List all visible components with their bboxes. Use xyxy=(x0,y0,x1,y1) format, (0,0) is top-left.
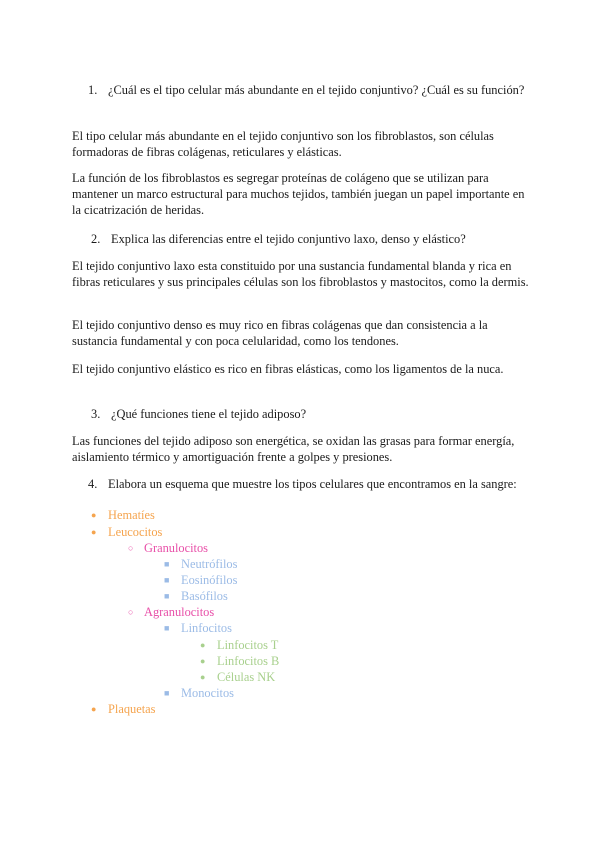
bullet-dot-icon: ● xyxy=(91,527,97,537)
question-text: ¿Cuál es el tipo celular más abundante en el tejido conjuntivo? ¿Cuál es su función? xyxy=(108,83,525,97)
question-number: 1. xyxy=(88,83,98,97)
bullet-square-icon: ■ xyxy=(164,623,170,633)
bullet-square-icon: ■ xyxy=(164,591,170,601)
bullet-square-icon: ■ xyxy=(164,688,170,698)
answer-paragraph: La función de los fibroblastos es segregar proteínas de colágeno que se utilizan para mantener un marco estructural para muchos tejidos, también juegan un papel importante en la cicatrización de heridas. xyxy=(72,171,525,217)
list-item-linfocitos: Linfocitos xyxy=(181,621,232,635)
question-number: 3. xyxy=(91,407,101,421)
answer-paragraph: El tejido conjuntivo laxo esta constituido por una sustancia fundamental blanda y rica en fibras reticulares y sus principales células son los fibroblastos y mastocitos, como la dermis. xyxy=(72,259,529,289)
answer-paragraph: Las funciones del tejido adiposo son energética, se oxidan las grasas para formar energía, aislamiento térmico y amortiguación frente a golpes y presiones. xyxy=(72,434,515,464)
bullet-circle-icon: ○ xyxy=(128,607,134,617)
bullet-circle-icon: ○ xyxy=(128,543,134,553)
answer-paragraph: El tipo celular más abundante en el tejido conjuntivo son los fibroblastos, son células formadoras de fibras colágenas, reticulares y elásticas. xyxy=(72,129,494,159)
list-item-linfocitos-t: Linfocitos T xyxy=(217,638,279,652)
bullet-dot-icon: ● xyxy=(200,672,206,682)
bullet-dot-icon: ● xyxy=(91,704,97,714)
bullet-square-icon: ■ xyxy=(164,575,170,585)
bullet-dot-icon: ● xyxy=(200,656,206,666)
list-item-plaquetas: Plaquetas xyxy=(108,702,156,716)
question-number: 4. xyxy=(88,477,98,491)
list-item-celulas-nk: Células NK xyxy=(217,670,276,684)
question-2 xyxy=(91,231,531,247)
list-item-linfocitos-b: Linfocitos B xyxy=(217,654,280,668)
list-item-monocitos: Monocitos xyxy=(181,686,235,700)
bullet-dot-icon: ● xyxy=(91,510,97,520)
list-item-leucocitos: Leucocitos xyxy=(108,525,163,539)
list-item-hematies: Hematíes xyxy=(108,508,155,522)
question-1 xyxy=(88,82,528,98)
question-text: Elabora un esquema que muestre los tipos celulares que encontramos en la sangre: xyxy=(108,477,517,491)
list-item-granulocitos: Granulocitos xyxy=(144,541,209,555)
bullet-square-icon: ■ xyxy=(164,559,170,569)
list-item-neutrofilos: Neutrófilos xyxy=(181,557,238,571)
question-3 xyxy=(91,406,531,422)
question-number: 2. xyxy=(91,232,101,246)
question-text: ¿Qué funciones tiene el tejido adiposo? xyxy=(111,407,307,421)
question-text: Explica las diferencias entre el tejido conjuntivo laxo, denso y elástico? xyxy=(111,232,466,246)
list-item-basofilos: Basófilos xyxy=(181,589,228,603)
list-item-eosinofilos: Eosinófilos xyxy=(181,573,238,587)
answer-paragraph: El tejido conjuntivo elástico es rico en fibras elásticas, como los ligamentos de la nuca. xyxy=(72,362,504,376)
list-item-agranulocitos: Agranulocitos xyxy=(144,605,215,619)
answer-paragraph: El tejido conjuntivo denso es muy rico en fibras colágenas que dan consistencia a la sustancia fundamental y con poca celularidad, como los tendones. xyxy=(72,318,488,348)
bullet-dot-icon: ● xyxy=(200,640,206,650)
question-4 xyxy=(88,476,518,492)
